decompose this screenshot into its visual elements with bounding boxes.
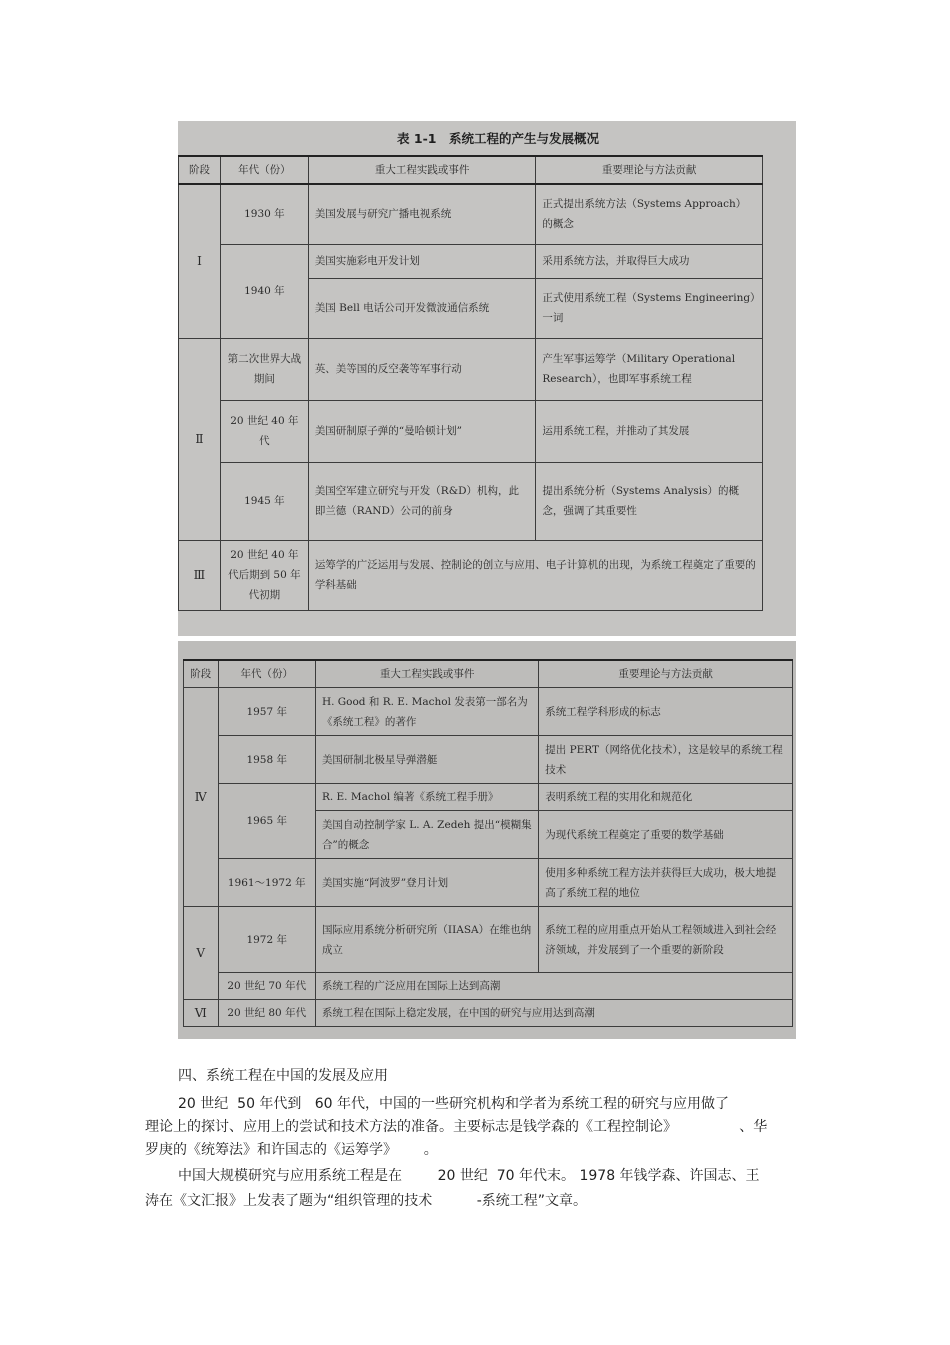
theory-cell: 系统工程的应用重点开始从工程领域进入到社会经济领域，并发展到了一个重要的新阶段 — [539, 907, 793, 973]
table-row — [184, 736, 793, 784]
stage-cell: Ⅳ — [184, 688, 219, 907]
table-caption: 表 1-1 系统工程的产生与发展概况 — [397, 131, 599, 146]
year-cell: 20 世纪 40 年代 — [220, 400, 308, 462]
development-table-part-2 — [183, 659, 793, 1027]
merged-cell: 系统工程在国际上稳定发展，在中国的研究与应用达到高潮 — [315, 1000, 792, 1027]
year-cell: 20 世纪 80 年代 — [218, 1000, 315, 1027]
table-row — [184, 688, 793, 736]
header-event: 重大工程实践或事件 — [308, 156, 536, 184]
table-row — [179, 400, 763, 462]
table-row — [184, 907, 793, 973]
year-cell: 1958 年 — [218, 736, 315, 784]
header-stage: 阶段 — [179, 156, 221, 184]
theory-cell: 提出系统分析（Systems Analysis）的概念，强调了其重要性 — [536, 462, 763, 540]
event-cell: 英、美等国的反空袭等军事行动 — [308, 338, 536, 400]
year-cell: 1965 年 — [218, 784, 315, 859]
event-cell: H. Good 和 R. E. Machol 发表第一部名为《系统工程》的著作 — [315, 688, 538, 736]
header-event: 重大工程实践或事件 — [315, 660, 538, 688]
theory-cell: 正式提出系统方法（Systems Approach）的概念 — [536, 184, 763, 244]
header-year: 年代（份） — [220, 156, 308, 184]
event-cell: 美国自动控制学家 L. A. Zedeh 提出“模糊集合”的概念 — [315, 811, 538, 859]
theory-cell: 为现代系统工程奠定了重要的数学基础 — [539, 811, 793, 859]
table-row — [184, 859, 793, 907]
event-cell: 美国研制北极星导弹潜艇 — [315, 736, 538, 784]
event-cell: 美国发展与研究广播电视系统 — [308, 184, 536, 244]
event-cell: 美国实施彩电开发计划 — [308, 244, 536, 278]
table-row — [179, 462, 763, 540]
event-cell: 美国研制原子弹的“曼哈顿计划” — [308, 400, 536, 462]
year-cell: 1961～1972 年 — [218, 859, 315, 907]
header-stage: 阶段 — [184, 660, 219, 688]
event-cell: 国际应用系统分析研究所（IIASA）在维也纳成立 — [315, 907, 538, 973]
event-cell: R. E. Machol 编著《系统工程手册》 — [315, 784, 538, 811]
event-cell: 美国 Bell 电话公司开发微波通信系统 — [308, 278, 536, 338]
table-row — [179, 540, 763, 610]
theory-cell: 提出 PERT（网络优化技术），这是较早的系统工程技术 — [539, 736, 793, 784]
paragraph-line: 中国大规模研究与应用系统工程是在 20 世纪 70 年代末。 1978 年钱学森、许国志、王 — [178, 1168, 760, 1184]
stage-cell: Ⅱ — [179, 338, 221, 540]
theory-cell: 系统工程学科形成的标志 — [539, 688, 793, 736]
table-row — [184, 784, 793, 811]
header-theory: 重要理论与方法贡献 — [536, 156, 763, 184]
theory-cell: 产生军事运筹学（Military Operational Research），也即军事系统工程 — [536, 338, 763, 400]
event-cell: 美国实施“阿波罗”登月计划 — [315, 859, 538, 907]
header-year: 年代（份） — [218, 660, 315, 688]
merged-cell: 系统工程的广泛应用在国际上达到高潮 — [315, 973, 792, 1000]
paragraph-line: 涛在《文汇报》上发表了题为“组织管理的技术 -系统工程”文章。 — [145, 1193, 588, 1209]
stage-cell: Ⅴ — [184, 907, 219, 1000]
event-cell: 美国空军建立研究与开发（R&D）机构，此即兰德（RAND）公司的前身 — [308, 462, 536, 540]
table-header-row — [184, 660, 793, 688]
table-row — [179, 244, 763, 278]
table-row — [184, 973, 793, 1000]
paragraph-line: 理论上的探讨、应用上的尝试和技术方法的准备。主要标志是钱学森的《工程控制论》 、华 — [145, 1119, 768, 1135]
year-cell: 1945 年 — [220, 462, 308, 540]
table-photo-2 — [178, 641, 796, 1039]
paragraph-line: 20 世纪 50 年代到 60 年代，中国的一些研究机构和学者为系统工程的研究与应用做了 — [178, 1096, 730, 1112]
stage-cell: I — [179, 184, 221, 338]
paragraph-line: 罗庚的《统筹法》和许国志的《运筹学》 。 — [145, 1142, 438, 1158]
stage-cell: Ⅵ — [184, 1000, 219, 1027]
theory-cell: 正式使用系统工程（Systems Engineering）一词 — [536, 278, 763, 338]
year-cell: 1940 年 — [220, 244, 308, 338]
table-row — [184, 1000, 793, 1027]
stage-cell: Ⅲ — [179, 540, 221, 610]
theory-cell: 表明系统工程的实用化和规范化 — [539, 784, 793, 811]
theory-cell: 采用系统方法，并取得巨大成功 — [536, 244, 763, 278]
development-table-part-1 — [178, 155, 763, 611]
table-photo-1 — [178, 121, 796, 636]
table-row — [179, 184, 763, 244]
merged-cell: 运筹学的广泛运用与发展、控制论的创立与应用、电子计算机的出现，为系统工程奠定了重要的学科基础 — [308, 540, 762, 610]
year-cell: 第二次世界大战期间 — [220, 338, 308, 400]
year-cell: 1972 年 — [218, 907, 315, 973]
table-row — [179, 338, 763, 400]
year-cell: 1930 年 — [220, 184, 308, 244]
theory-cell: 运用系统工程，并推动了其发展 — [536, 400, 763, 462]
header-theory: 重要理论与方法贡献 — [539, 660, 793, 688]
section-heading: 四、系统工程在中国的发展及应用 — [178, 1068, 388, 1084]
theory-cell: 使用多种系统工程方法并获得巨大成功，极大地提高了系统工程的地位 — [539, 859, 793, 907]
table-header-row — [179, 156, 763, 184]
year-cell: 20 世纪 70 年代 — [218, 973, 315, 1000]
year-cell: 20 世纪 40 年代后期到 50 年代初期 — [220, 540, 308, 610]
year-cell: 1957 年 — [218, 688, 315, 736]
